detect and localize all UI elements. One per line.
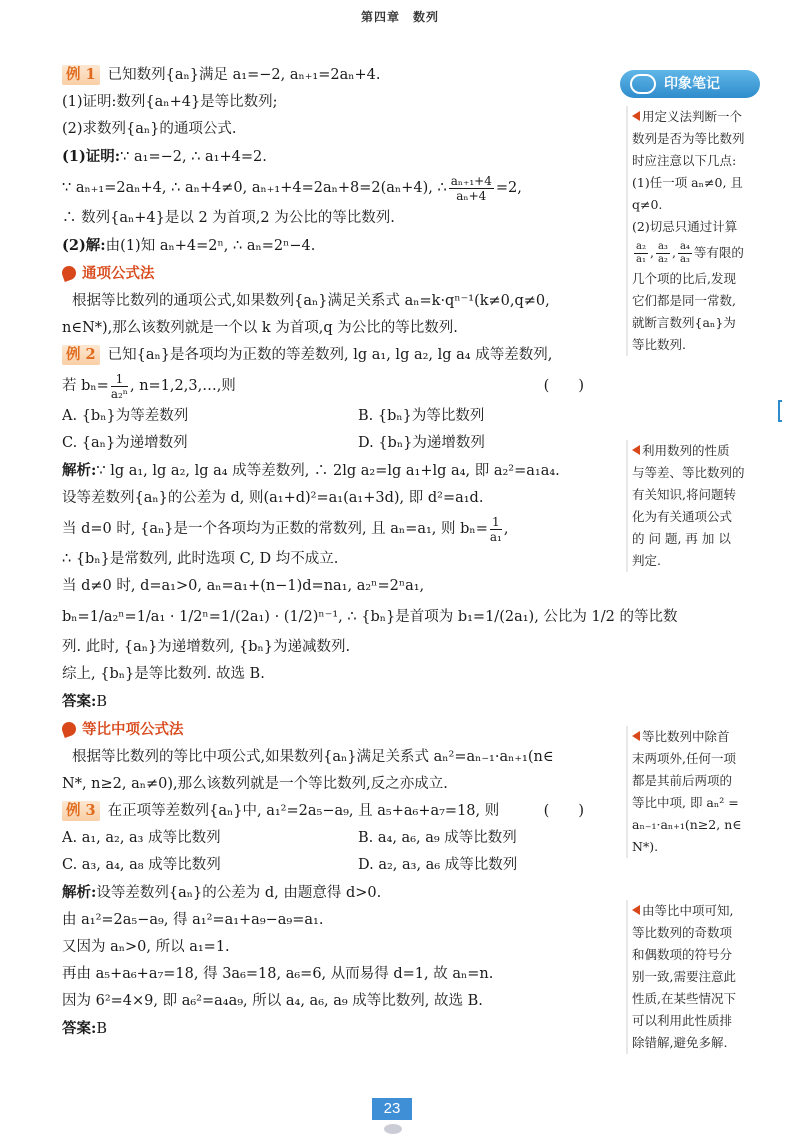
example-tag: 例 1 [62, 65, 100, 85]
answer-label: 答案: [62, 1020, 97, 1037]
page-edge-marker [778, 400, 782, 422]
section-text: N*, n≥2, aₙ≠0),那么该数列就是一个等比数列,反之亦成立. [62, 776, 448, 792]
solution-line: bₙ=1/a₂ⁿ=1/a₁ · 1/2ⁿ=1/(2a₁) · (1/2)ⁿ⁻¹, ∴ {bₙ}是首项为 b₁=1/(2a₁), 公比为 1/2 的等比数 [62, 609, 678, 625]
proof-label: (1)证明: [62, 148, 121, 165]
solution-line: 又因为 aₙ>0, 所以 a₁=1. [62, 939, 230, 955]
solution-line: ∴ {bₙ}是常数列, 此时选项 C, D 均不成立. [62, 551, 339, 567]
section-text: n∈N*),那么该数列就是一个以 k 为首项,q 为公比的等比数列. [62, 320, 458, 336]
solution-line: 设等差数列{aₙ}的公差为 d, 由题意得 d>0. [96, 885, 382, 901]
option-a: A. {bₙ}为等差数列 [62, 408, 189, 424]
solution-line: =2, [495, 180, 522, 196]
solution-line: ∵ lg a₁, lg a₂, lg a₄ 成等差数列, ∴ 2lg a₂=lg a₁+lg a₄, 即 a₂²=a₁a₄. [96, 463, 560, 479]
option-b: B. {bₙ}为等比数列 [358, 408, 485, 424]
section-title: 通项公式法 [82, 265, 155, 282]
solution-line: 设等差数列{aₙ}的公差为 d, 则(a₁+d)²=a₁(a₁+3d), 即 d²=a₁d. [62, 490, 484, 506]
solution-line: 列. 此时, {aₙ}为递增数列, {bₙ}为递减数列. [62, 639, 351, 655]
condition-text: 若 bₙ= [62, 378, 109, 394]
option-c: C. a₃, a₄, a₈ 成等比数列 [62, 857, 221, 873]
solution-line: ∴ 数列{aₙ+4}是以 2 为首项,2 为公比的等比数列. [62, 210, 395, 226]
left-triangle-icon [632, 905, 640, 915]
fraction: $\frac{1}{\text{a₁}}$ [489, 514, 502, 544]
solve-label: (2)解: [62, 237, 106, 254]
analysis-label: 解析: [62, 884, 97, 901]
left-triangle-icon [632, 111, 640, 121]
answer-value: B [96, 694, 108, 710]
left-triangle-icon [632, 731, 640, 741]
option-d: D. {bₙ}为递增数列 [358, 435, 485, 451]
example-tag: 例 3 [62, 801, 100, 821]
solution-line: 因为 6²=4×9, 即 a₆²=a₄a₉, 所以 a₄, a₆, a₉ 成等比数列, 故选 B. [62, 993, 483, 1009]
option-c: C. {aₙ}为递增数列 [62, 435, 188, 451]
solution-line: ∵ a₁=−2, ∴ a₁+4=2. [120, 149, 267, 165]
question-line: (1)证明:数列{aₙ+4}是等比数列; [62, 94, 278, 110]
solution-line: 当 d=0 时, {aₙ}是一个各项均为正数的常数列, 且 aₙ=a₁, 则 bₙ= [62, 521, 488, 537]
note-header-title: 印象笔记 [664, 76, 720, 92]
side-note-3: 等比数列中除首 末两项外,任何一项 都是其前后两项的 等比中项, 即 aₙ² = aₙ₋₁·aₙ₊₁(n≥2, n∈ N*). [626, 726, 776, 858]
option-a: A. a₁, a₂, a₃ 成等比数列 [62, 830, 221, 846]
side-note-1: 用定义法判断一个 数列是否为等比数列 时应注意以下几点: (1)任一项 aₙ≠0, 且 q≠0. (2)切忌只通过计算 $\frac{\text{a₂}}{\text{a₁}}$ , $\frac{\text{a₃}}{\text{a₂}}$ , $\frac{\text{a₄}}{\text{a₃}}$ 等有限的 几个项的比后,发现 它们都是同一常数, 就断言数列{aₙ}为 等比数列. [626, 106, 776, 356]
section-text: 根据等比数列的等比中项公式,如果数列{aₙ}满足关系式 aₙ²=aₙ₋₁·aₙ₊₁(n∈ [72, 749, 554, 765]
answer-bracket: ( ) [543, 378, 584, 394]
option-d: D. a₂, a₃, a₆ 成等比数列 [358, 857, 518, 873]
answer-label: 答案: [62, 693, 97, 710]
note-bubble-icon [630, 74, 656, 94]
chapter-header: 第四章 数列 [360, 10, 439, 24]
solution-line: 由 a₁²=2a₅−a₉, 得 a₁²=a₁+a₉−a₉=a₁. [62, 912, 324, 928]
side-note-2: 利用数列的性质 与等差、等比数列的 有关知识,将问题转 化为有关通项公式 的 问 题, 再 加 以 判定. [626, 440, 776, 572]
fraction: $\frac{\text{a₄}}{\text{a₃}}$ [679, 241, 690, 265]
section-title: 等比中项公式法 [82, 721, 184, 738]
fraction: $\frac{\text{a₂}}{\text{a₁}}$ [636, 241, 646, 265]
fraction: $\frac{\text{aₙ₊₁+4}}{\text{aₙ+4}}$ [450, 173, 492, 203]
side-note-4: 由等比中项可知, 等比数列的奇数项 和偶数项的符号分 别一致,需要注意此 性质,在某些情况下 可以利用此性质排 除错解,避免多解. [626, 900, 776, 1054]
example-problem: 已知数列{aₙ}满足 a₁=−2, aₙ₊₁=2aₙ+4. [107, 67, 381, 83]
solution-line: , [503, 521, 509, 537]
pencil-icon [60, 720, 78, 738]
question-line: (2)求数列{aₙ}的通项公式. [62, 121, 237, 137]
sidebar [620, 70, 790, 98]
solution-line: 再由 a₅+a₆+a₇=18, 得 3a₆=18, a₆=6, 从而易得 d=1, 故 aₙ=n. [62, 966, 494, 982]
solution-line: ∵ aₙ₊₁=2aₙ+4, ∴ aₙ+4≠0, aₙ₊₁+4=2aₙ+8=2(aₙ+4), ∴ [62, 180, 447, 196]
answer-value: B [96, 1021, 108, 1037]
note-header [620, 70, 760, 98]
condition-text: , n=1,2,3,…,则 [129, 378, 236, 394]
example-problem: 在正项等差数列{aₙ}中, a₁²=2a₅−a₉, 且 a₅+a₆+a₇=18, 则 [107, 803, 500, 819]
example-tag: 例 2 [62, 345, 100, 365]
fraction: $\frac{1}{\text{a₂ⁿ}}$ [110, 371, 128, 401]
solution-line: 当 d≠0 时, d=a₁>0, aₙ=a₁+(n−1)d=na₁, a₂ⁿ=2ⁿa₁, [62, 578, 425, 594]
fraction: $\frac{\text{a₃}}{\text{a₂}}$ [657, 241, 668, 265]
answer-bracket: ( ) [543, 803, 584, 819]
bird-icon [384, 1124, 402, 1134]
page-number: 23 [372, 1098, 412, 1120]
analysis-label: 解析: [62, 462, 97, 479]
solution-line: 由(1)知 aₙ+4=2ⁿ, ∴ aₙ=2ⁿ−4. [105, 238, 316, 254]
pencil-icon [60, 264, 78, 282]
example-problem: 已知{aₙ}是各项均为正数的等差数列, lg a₁, lg a₂, lg a₄ 成等差数列, [107, 347, 553, 363]
solution-line: 综上, {bₙ}是等比数列. 故选 B. [62, 666, 265, 682]
left-triangle-icon [632, 445, 640, 455]
option-b: B. a₄, a₆, a₉ 成等比数列 [358, 830, 517, 846]
section-text: 根据等比数列的通项公式,如果数列{aₙ}满足关系式 aₙ=k·qⁿ⁻¹(k≠0,q≠0, [72, 293, 550, 309]
